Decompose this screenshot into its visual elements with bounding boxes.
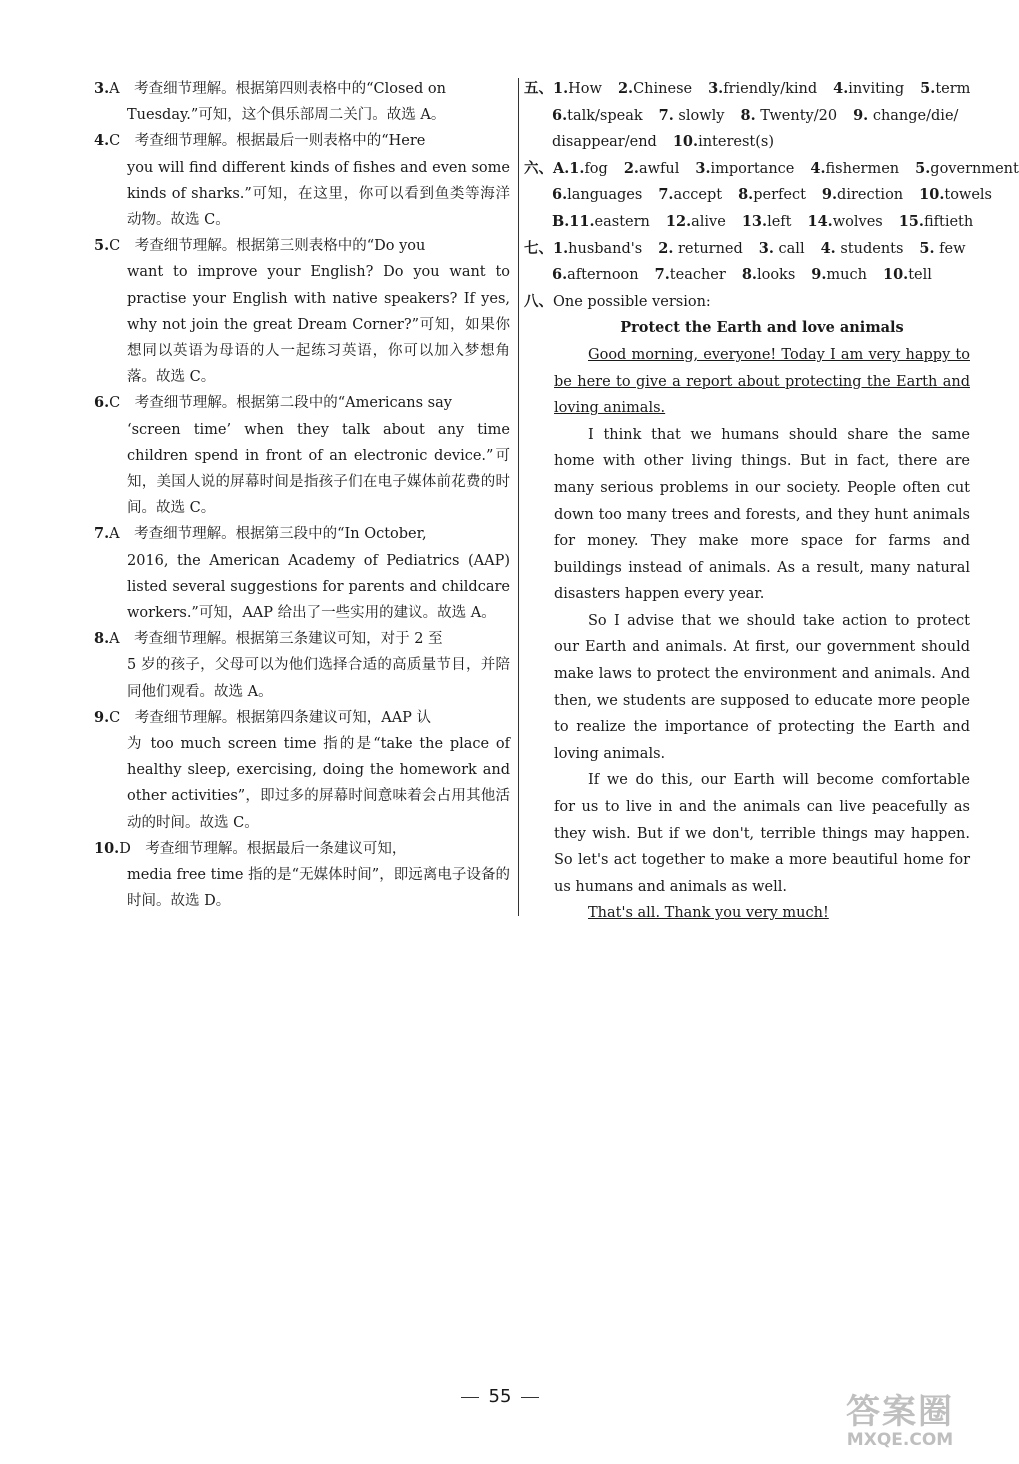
section-wu-line-2: 6.talk/speak 7. slowly 8. Twenty/20 9. change/die/ [552,106,959,124]
essay-paragraph-5: That's all. Thank you very much! [588,905,829,922]
answer-item-4: 4.C 考查细节理解。根据最后一则表格中的“Here you will find different kinds of fishes and even some kinds of sharks.”可知，在这里，你可以看到鱼类等海洋动物。故选 C。 [94,132,510,229]
answer-item-7: 7.A 考查细节理解。根据第三段中的“In October, 2016, the American Academy of Pediatrics (AAP) listed several suggestions for parents and childcare workers.”可知，AAP 给出了一些实用的建议。故选 A。 [94,525,510,622]
answer-item-3: 3.A 考查细节理解。根据第四则表格中的“Closed on Tuesday.”可知，这个俱乐部周二关门。故选 A。 [94,80,446,124]
section-liu-line-1: 六、A.1.fog 2.awful 3.importance 4.fishermen 5.government [524,159,1019,177]
essay-paragraph-2: I think that we humans should share the same home with other living things. But in fact, there are many serious problems in our society. People often cut down too many trees and forests, and they hunt animals for money. They make more space for farms and buildings instead of animals. As a result, many natural disasters happen every year. [554,426,970,603]
page-number: 55 [0,1386,1000,1407]
column-divider [518,78,519,916]
answer-item-6: 6.C 考查细节理解。根据第二段中的“Americans say ‘screen time’ when they talk about any time children spend in front of an electronic device.”可知，美国人说的屏幕时间是指孩子们在电子媒体前花费的时间。故选 C。 [94,394,510,517]
essay-paragraph-1: Good morning, everyone! Today I am very happy to be here to give a report about protecting the Earth and loving animals. [554,346,970,417]
section-wu-line-1: 五、1.How 2.Chinese 3.friendly/kind 4.inviting 5.term [524,80,971,97]
watermark-logo: 答案圈 MXQE.COM [846,1392,954,1450]
right-column [524,76,1019,927]
essay-paragraph-3: So I advise that we should take action to protect our Earth and animals. At first, our government should make laws to protect the environment and animals. And then, we students are supposed to educate more people to realize the importance of protecting the Earth and loving animals. [554,612,970,762]
section-liu-line-3: B.11.eastern 12.alive 13.left 14.wolves 15.fiftieth [552,212,974,230]
section-liu-line-2: 6.languages 7.accept 8.perfect 9.direction 10.towels [552,186,993,204]
section-wu-line-3: disappear/end 10.interest(s) [552,133,774,151]
answer-item-8: 8.A 考查细节理解。根据第三条建议可知，对于 2 至 5 岁的孩子，父母可以为他们选择合适的高质量节目，并陪同他们观看。故选 A。 [94,630,510,700]
section-qi-line-2: 6.afternoon 7.teacher 8.looks 9.much 10.tell [552,266,932,284]
answer-item-9: 9.C 考查细节理解。根据第四条建议可知，AAP 认 为 too much screen time 指的是“take the place of healthy sleep, exercising, doing the homework and other activities”，即过多的屏幕时间意味着会占用其他活动的时间。故选 C。 [94,708,510,831]
answer-item-5: 5.C 考查细节理解。根据第三则表格中的“Do you want to improve your English? Do you want to practise your English with native speakers? If yes, why not join the great Dream Corner?”可知，如果你想同以英语为母语的人一起练习英语，你可以加入梦想角落。故选 C。 [94,237,510,386]
essay-paragraph-4: If we do this, our Earth will become comfortable for us to live in and the animals can live peacefully as they wish. But if we don't, terrible things may happen. So let's act together to make a more beautiful home for us humans and animals as well. [554,772,970,895]
section-ba-intro: 八、One possible version: [524,292,711,310]
answer-item-10: 10.D 考查细节理解。根据最后一条建议可知， media free time 指的是“无媒体时间”，即远离电子设备的时间。故选 D。 [94,839,510,910]
section-qi-line-1: 七、1.husband's 2. returned 3. call 4. students 5. few [524,239,966,257]
essay-title: Protect the Earth and love animals [620,319,904,337]
left-column [94,76,510,915]
essay-body [524,342,970,927]
